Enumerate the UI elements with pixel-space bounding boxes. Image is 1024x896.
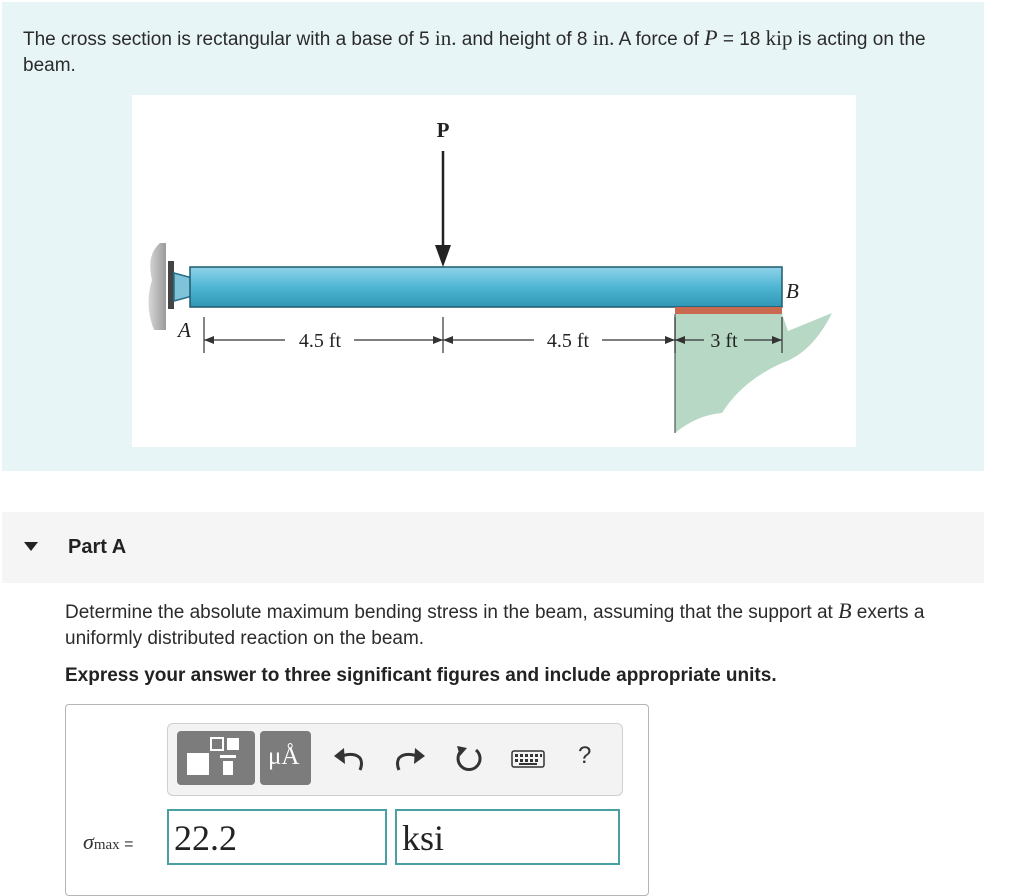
undo-icon[interactable] — [330, 738, 370, 778]
problem-text-5: is acting on the beam. — [23, 29, 926, 76]
force-variable: P — [704, 25, 718, 50]
problem-text-3: A force of — [614, 29, 705, 50]
templates-icon — [177, 731, 255, 785]
problem-statement — [23, 25, 973, 79]
answer-units-input[interactable]: ksi — [395, 809, 620, 865]
beam-figure — [132, 95, 856, 447]
beam-diagram — [132, 95, 856, 447]
unit-in-2: in. — [592, 26, 615, 50]
problem-text-4: = 18 — [717, 29, 766, 50]
wall-support — [148, 243, 166, 330]
unit-in-1: in. — [434, 26, 457, 50]
label-b: B — [786, 279, 799, 303]
units-icon: μÅ — [268, 743, 300, 770]
question-text — [65, 598, 1005, 652]
help-icon[interactable]: ? — [578, 742, 592, 769]
sigma-symbol: σ — [83, 829, 94, 854]
unit-kip: kip — [765, 26, 793, 50]
sigma-max-label — [83, 829, 133, 855]
reset-icon[interactable] — [448, 738, 488, 778]
wall-plate — [168, 261, 174, 309]
question-text-2: exerts a uniformly distributed reaction on the beam. — [65, 602, 925, 649]
sigma-subscript: max — [93, 837, 120, 853]
templates-button[interactable] — [177, 731, 255, 785]
load-label: P — [436, 118, 450, 142]
question-text-1: Determine the absolute maximum bending stress in the beam, assuming that the support at — [65, 602, 839, 623]
equals-sign: = — [124, 836, 134, 853]
redo-icon[interactable] — [389, 738, 429, 778]
problem-panel — [2, 2, 984, 471]
label-a: A — [178, 318, 191, 342]
problem-text-2: and height of 8 — [456, 29, 593, 50]
answer-value-input[interactable]: 22.2 — [167, 809, 387, 865]
collapse-triangle-icon[interactable] — [24, 542, 38, 551]
part-header[interactable] — [2, 512, 984, 583]
support-variable: B — [838, 598, 852, 623]
dimension-1: 4.5 ft — [298, 330, 342, 352]
problem-text-1: The cross section is rectangular with a base of 5 — [23, 29, 435, 50]
instruction-text: Express your answer to three significant figures and include appropriate units. — [65, 665, 777, 686]
load-arrow-head — [435, 245, 451, 267]
keyboard-icon[interactable] — [508, 738, 548, 778]
units-button[interactable] — [260, 731, 311, 785]
part-title[interactable]: Part A — [68, 536, 127, 558]
bearing-pad — [675, 307, 782, 314]
beam — [190, 267, 782, 307]
ground-support — [675, 313, 832, 433]
dimension-2: 4.5 ft — [546, 330, 590, 352]
dimension-3: 3 ft — [710, 330, 738, 352]
